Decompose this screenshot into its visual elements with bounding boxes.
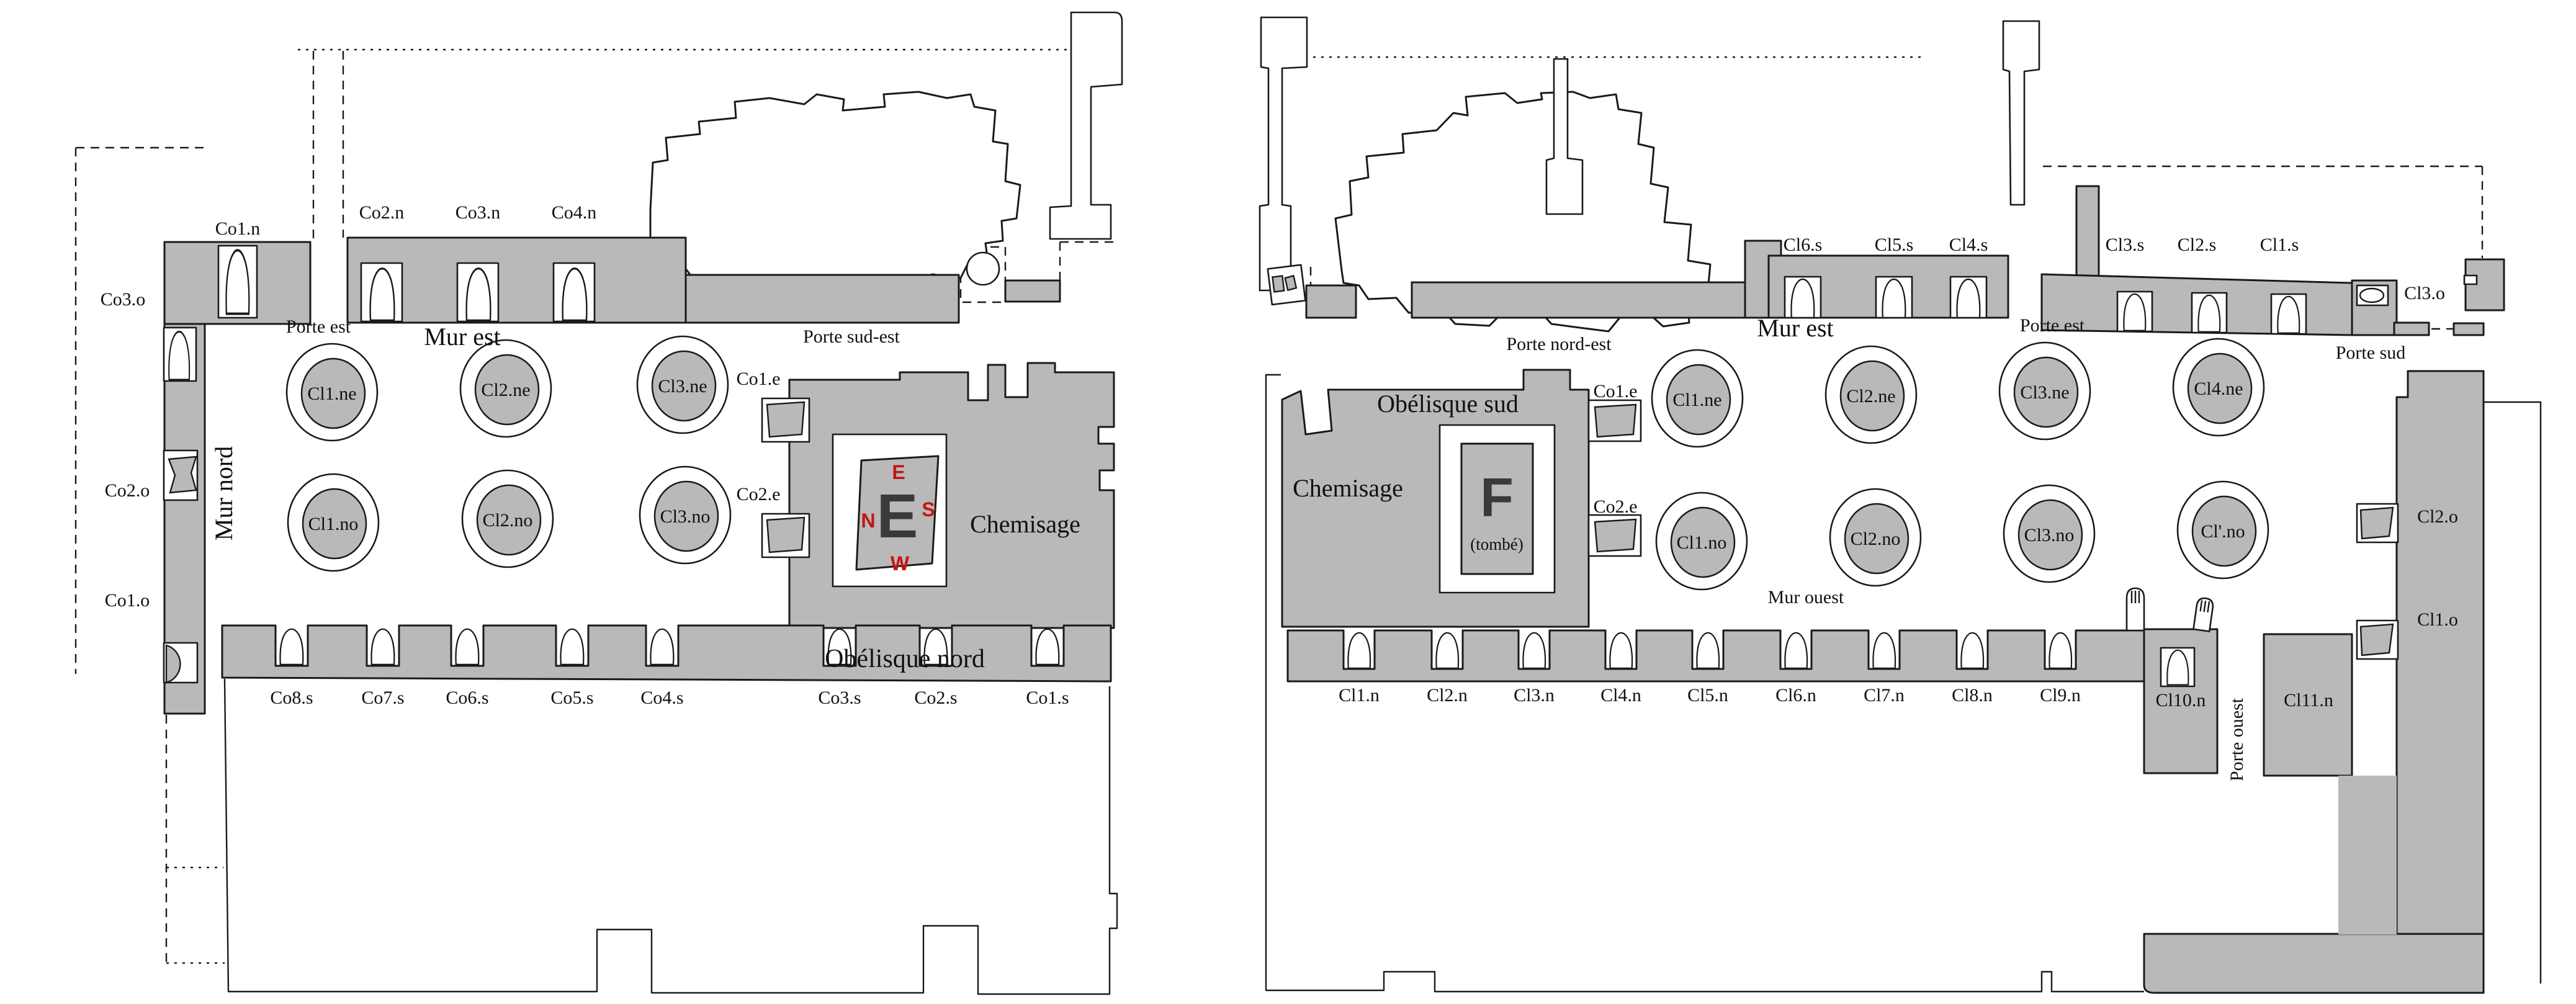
label-cl6-s: Cl6.s [1783,235,1823,255]
right-north-wall-east [1412,282,1747,318]
label-cl7-n: Cl7.n [1864,685,1905,706]
round-column-cl-no [2178,482,2268,578]
label-porte-est: Porte est [285,316,351,337]
label-cl3-ne: Cl3.ne [658,376,707,397]
label-cl4-s: Cl4.s [1949,235,1988,255]
label-cl1-o: Cl1.o [2417,609,2458,630]
label-co4-n: Co4.n [551,202,597,223]
left-plan-round-columns [287,336,730,571]
label-ob-lisque-nord: Obélisque nord [825,645,985,673]
left-ruin-outline [650,92,1020,294]
right-bottom-slab [2144,934,2484,993]
label-cl2-o: Cl2.o [2417,506,2458,527]
right-cl2o-column [2361,508,2393,539]
label-co6-s: Co6.s [446,688,489,708]
right-tower-structure-west [1260,17,1307,290]
label-co3-s: Co3.s [818,688,861,708]
right-standing-stone-a [2127,588,2144,630]
label-chemisage: Chemisage [1293,474,1403,502]
round-column-cl1-ne [1652,350,1743,447]
label-cl3-s: Cl3.s [2105,235,2145,255]
label-mur-est: Mur est [424,323,501,351]
round-column-cl2-ne [460,340,551,437]
left-plan [76,12,1122,994]
label-cl11-n: Cl11.n [2284,690,2333,710]
right-cl1o-column [2361,624,2393,655]
label-co3-n: Co3.n [455,202,501,223]
round-column-cl2-no [1830,489,1921,586]
obelisk-status-tomb: (tombé) [1470,535,1524,554]
label-cl2-ne: Cl2.ne [1846,386,1896,406]
round-column-cl3-ne [1999,343,2090,439]
label-co2-n: Co2.n [359,202,405,223]
compass-point-w: W [890,552,910,575]
right-wall-connector-a [2394,323,2429,335]
label-co7-s: Co7.s [361,688,405,708]
right-standing-stone-b [2194,597,2214,631]
right-small-feature-box [1268,265,1306,305]
round-column-cl3-no [2004,485,2094,582]
left-room-outline [225,679,1117,994]
label-cl6-n: Cl6.n [1775,685,1816,706]
round-column-cl3-ne [637,336,728,433]
right-mur-ouest-band [2397,371,2484,934]
right-co1e-column [1595,405,1636,437]
label-cl2-no: Cl2.no [482,510,533,531]
label-co5-s: Co5.s [550,688,594,708]
round-column-cl2-no [462,470,553,567]
label-cl2-s: Cl2.s [2177,235,2217,255]
right-north-wall-west [1306,285,1356,318]
round-column-cl1-no [1656,493,1747,589]
label-co1-n: Co1.n [215,218,261,239]
label-cl3-no: Cl3.no [660,506,711,527]
label-cl8-n: Cl8.n [1952,685,1993,706]
label-porte-sud: Porte sud [2335,343,2406,363]
right-plan [1260,17,2541,993]
round-column-cl1-no [288,474,379,571]
label-co4-s: Co4.s [640,688,684,708]
label-porte-ouest: Porte ouest [2227,697,2247,782]
left-small-circle-feature [967,253,999,285]
right-tower-structure-porte-est [2003,21,2039,205]
label-co1-s: Co1.s [1026,688,1069,708]
label-chemisage: Chemisage [970,510,1080,538]
label-cl-no: Cl'.no [2201,521,2245,542]
compass-point-n: N [861,509,876,532]
label-porte-sud-est: Porte sud-est [803,326,900,347]
label-co2-o: Co2.o [104,480,150,501]
label-cl1-s: Cl1.s [2260,235,2299,255]
label-cl5-s: Cl5.s [1874,235,1914,255]
round-column-cl1-ne [287,344,377,441]
label-cl5-n: Cl5.n [1687,685,1728,706]
label-mur-nord: Mur nord [210,446,238,541]
label-cl2-n: Cl2.n [1427,685,1468,706]
label-cl1-ne: Cl1.ne [1672,390,1722,410]
label-cl3-n: Cl3.n [1514,685,1555,706]
label-cl1-ne: Cl1.ne [307,383,357,404]
compass-point-s: S [922,498,935,521]
left-co1e-column [767,402,804,437]
label-porte-nord-est: Porte nord-est [1506,334,1612,354]
label-co3-o: Co3.o [100,289,146,310]
label-cl1-no: Cl1.no [308,514,359,534]
label-cl3-o: Cl3.o [2404,283,2445,303]
obelisk-letter-e: E [876,482,918,551]
label-mur-ouest: Mur ouest [1767,587,1844,607]
left-co2e-column [767,518,804,552]
round-column-cl4-ne [2173,339,2264,436]
compass-point-e: E [892,461,905,483]
obelisk-letter-f: F [1480,467,1514,528]
label-co1-e: Co1.e [1593,381,1638,401]
left-mur-est-extension [686,275,959,323]
right-east-outline [2484,402,2541,984]
label-cl3-no: Cl3.no [2024,525,2075,545]
round-column-cl3-no [640,467,730,563]
round-column-cl2-ne [1826,346,1916,443]
label-cl9-n: Cl9.n [2040,685,2081,706]
label-mur-est: Mur est [1757,314,1834,342]
label-cl4-ne: Cl4.ne [2194,379,2243,399]
label-co8-s: Co8.s [270,688,313,708]
label-cl2-ne: Cl2.ne [481,380,531,400]
label-co2-s: Co2.s [914,688,958,708]
label-cl3-ne: Cl3.ne [2020,382,2070,403]
label-ob-lisque-sud: Obélisque sud [1377,390,1519,418]
label-co2-e: Co2.e [736,484,781,504]
label-cl1-no: Cl1.no [1676,532,1727,553]
label-cl1-n: Cl1.n [1339,685,1380,706]
label-cl4-n: Cl4.n [1600,685,1641,706]
right-wall-stub [2076,186,2099,276]
label-porte-est: Porte est [2019,315,2085,336]
right-cl3o-column [2360,289,2384,302]
label-cl10-n: Cl10.n [2155,690,2206,710]
label-co1-e: Co1.e [736,369,781,389]
right-plan-round-columns [1652,339,2268,589]
right-wall-connector-b [2454,323,2484,335]
right-co2e-column [1595,519,1636,552]
left-tower-structure [1050,12,1122,239]
right-cl11n-step [2338,776,2397,935]
label-cl2-no: Cl2.no [1850,529,1901,549]
left-wall-fragment-east [1005,280,1060,302]
label-co1-o: Co1.o [104,590,150,611]
label-co2-e: Co2.e [1593,496,1638,517]
